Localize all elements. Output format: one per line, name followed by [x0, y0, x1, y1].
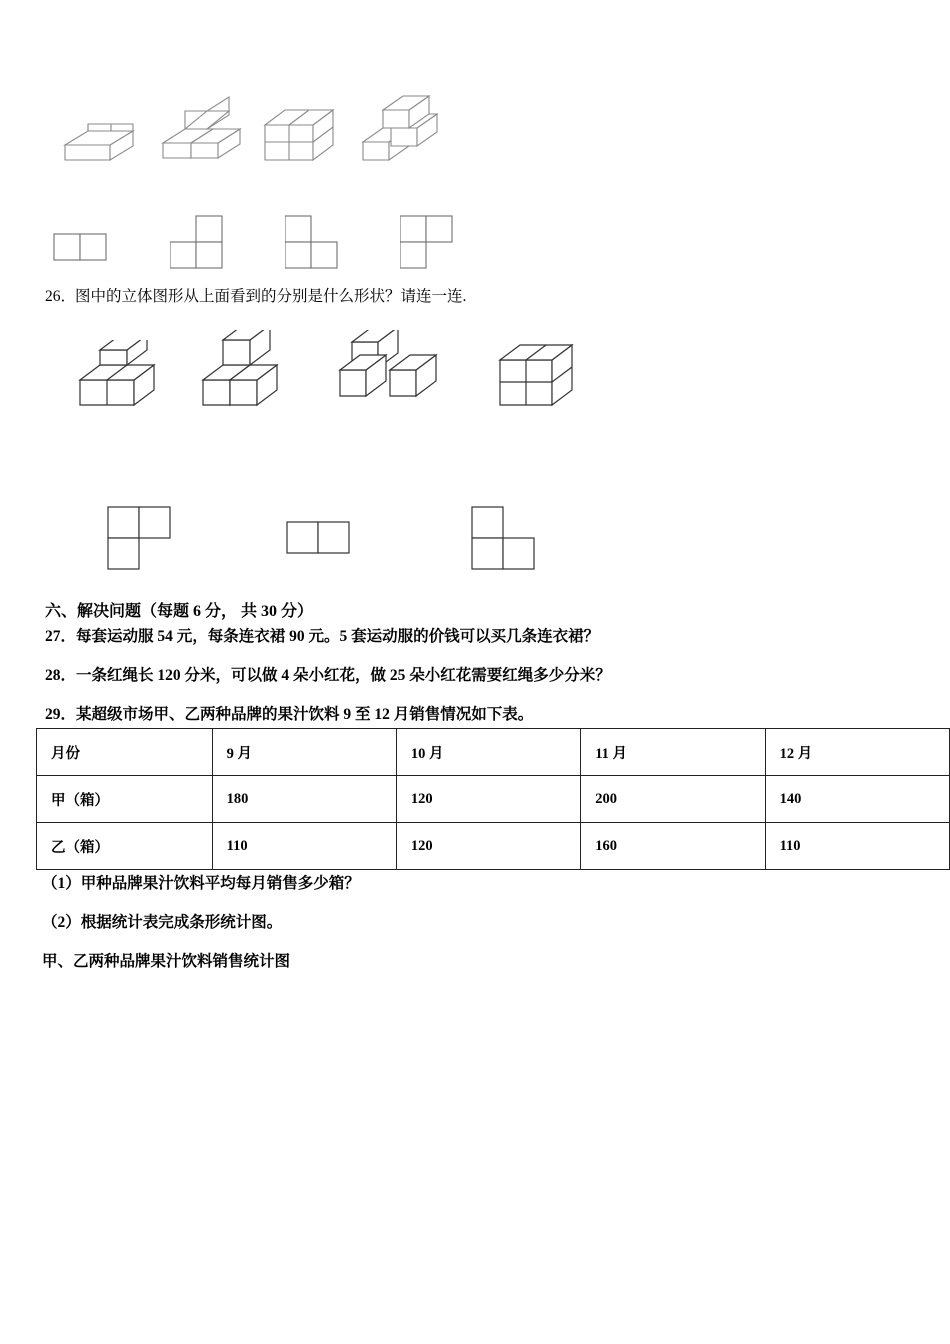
solid-l-shape-2x1	[55, 100, 155, 170]
solid-2x2-wall	[490, 335, 590, 415]
question-26-number: 26．	[45, 288, 77, 305]
table-row-label: 乙（箱）	[37, 823, 213, 870]
question-27-number: 27．	[45, 628, 77, 645]
table-cell: 200	[581, 776, 765, 823]
table-cell: 110	[212, 823, 396, 870]
flat-z-shape	[285, 214, 365, 279]
table-header-cell: 11 月	[581, 729, 765, 776]
table-header-cell: 月份	[37, 729, 213, 776]
table-row	[37, 823, 950, 870]
question-27-text: 每套运动服 54 元，每条连衣裙 90 元。5 套运动服的价钱可以买几条连衣裙？	[76, 628, 600, 645]
question-29-text: 某超级市场甲、乙两种品牌的果汁饮料 9 至 12 月销售情况如下表。	[76, 706, 534, 723]
table-cell: 180	[212, 776, 396, 823]
table-header-cell: 12 月	[765, 729, 949, 776]
flat-l-shape	[106, 505, 191, 575]
table-cell: 120	[396, 823, 580, 870]
solid-stair-shape	[195, 330, 305, 415]
question-28-number: 28．	[45, 667, 77, 684]
table-row-label: 甲（箱）	[37, 776, 213, 823]
solid-row-with-top-cube	[72, 340, 182, 415]
table-header-row	[37, 729, 950, 776]
table-cell: 160	[581, 823, 765, 870]
flat-1x2	[285, 520, 360, 565]
question-28-text: 一条红绳长 120 分米，可以做 4 朵小红花，做 25 朵小红花需要红绳多少分米？	[76, 667, 611, 684]
question-26-text: 图中的立体图形从上面看到的分别是什么形状？请连一连.	[75, 288, 467, 305]
flat-l-shape-mirrored	[470, 505, 555, 575]
solid-t-shape	[355, 92, 460, 177]
solid-cube-2x2	[255, 95, 350, 175]
table-cell: 140	[765, 776, 949, 823]
sub-question-2: （2）根据统计表完成条形统计图。	[42, 914, 283, 931]
solid-step-shape	[155, 95, 255, 175]
chart-caption: 甲、乙两种品牌果汁饮料销售统计图	[42, 953, 291, 970]
section-heading-six: 六、解决问题（每题 6 分， 共 30 分）	[45, 603, 314, 620]
solid-three-cube-scatter	[330, 330, 445, 415]
table-header-cell: 10 月	[396, 729, 580, 776]
table-cell: 120	[396, 776, 580, 823]
flat-p-shape	[400, 214, 485, 279]
table-cell: 110	[765, 823, 949, 870]
flat-1x2	[52, 228, 122, 268]
table-header-cell: 9 月	[212, 729, 396, 776]
question-29-number: 29．	[45, 706, 77, 723]
sub-question-1: （1）甲种品牌果汁饮料平均每月销售多少箱？	[42, 875, 360, 892]
sales-statistics-table	[36, 728, 950, 870]
flat-t-shape	[170, 214, 250, 279]
table-row	[37, 776, 950, 823]
